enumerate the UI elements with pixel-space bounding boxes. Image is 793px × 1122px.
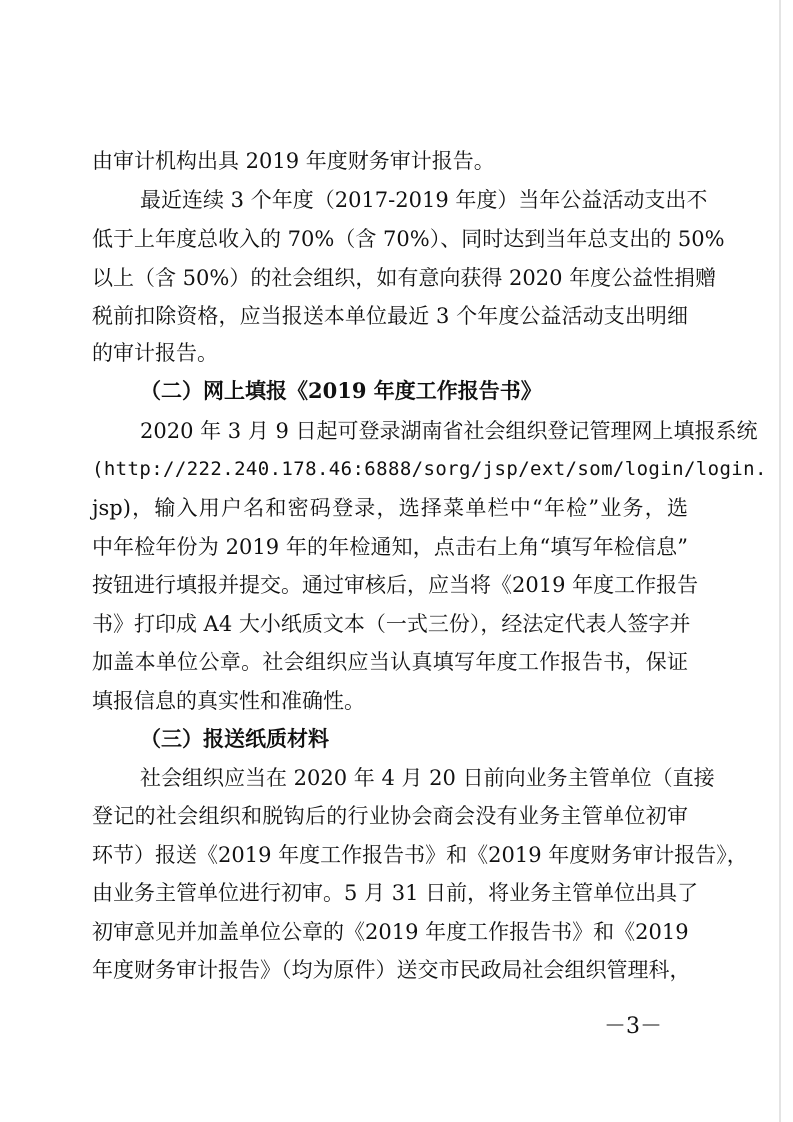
page-number: －3－: [604, 1014, 662, 1039]
paragraph-line: 的审计报告。: [92, 341, 218, 365]
paragraph-line: 书》打印成 A4 大小纸质文本（一式三份），经法定代表人签字并: [92, 612, 691, 636]
paragraph-line: 低于上年度总收入的 70%（含 70%）、同时达到当年总支出的 50%: [92, 227, 725, 251]
paragraph-line: 最近连续 3 个年度（2017-2019 年度）当年公益活动支出不: [140, 188, 708, 212]
paragraph-line: 按钮进行填报并提交。通过审核后，应当将《2019 年度工作报告: [92, 573, 699, 597]
paragraph-line: 加盖本单位公章。社会组织应当认真填写年度工作报告书，保证: [92, 650, 688, 674]
paragraph-line: 税前扣除资格，应当报送本单位最近 3 个年度公益活动支出明细: [92, 304, 688, 328]
paragraph-line: 2020 年 3 月 9 日起可登录湖南省社会组织登记管理网上填报系统: [140, 419, 758, 443]
paragraph-line: 中年检年份为 2019 年的年检通知，点击右上角“填写年检信息”: [92, 535, 688, 559]
section-heading: （三）报送纸质材料: [140, 726, 329, 751]
scan-edge: [779, 0, 781, 1122]
paragraph-line: 环节）报送《2019 年度工作报告书》和《2019 年度财务审计报告》，: [92, 843, 748, 867]
paragraph-line: 以上（含 50%）的社会组织，如有意向获得 2020 年度公益性捐赠: [92, 266, 717, 290]
paragraph-line: 由业务主管单位进行初审。5 月 31 日前，将业务主管单位出具了: [92, 881, 699, 905]
paragraph-line: 年度财务审计报告》（均为原件）送交市民政局社会组织管理科，: [92, 958, 691, 982]
paragraph-line: (http://222.240.178.46:6888/sorg/jsp/ext/som/login/login.: [92, 458, 767, 480]
paragraph-line: 由审计机构出具 2019 年度财务审计报告。: [92, 149, 495, 173]
paragraph-line: 登记的社会组织和脱钩后的行业协会商会没有业务主管单位初审: [92, 804, 688, 828]
paragraph-line: 社会组织应当在 2020 年 4 月 20 日前向业务主管单位（直接: [140, 766, 715, 790]
section-heading: （二）网上填报《2019 年度工作报告书》: [140, 378, 542, 403]
paragraph-line: jsp)，输入用户名和密码登录，选择菜单栏中“年检”业务，选: [92, 496, 688, 520]
paragraph-line: 初审意见并加盖单位公章的《2019 年度工作报告书》和《2019: [92, 920, 689, 944]
paragraph-line: 填报信息的真实性和准确性。: [92, 689, 365, 713]
